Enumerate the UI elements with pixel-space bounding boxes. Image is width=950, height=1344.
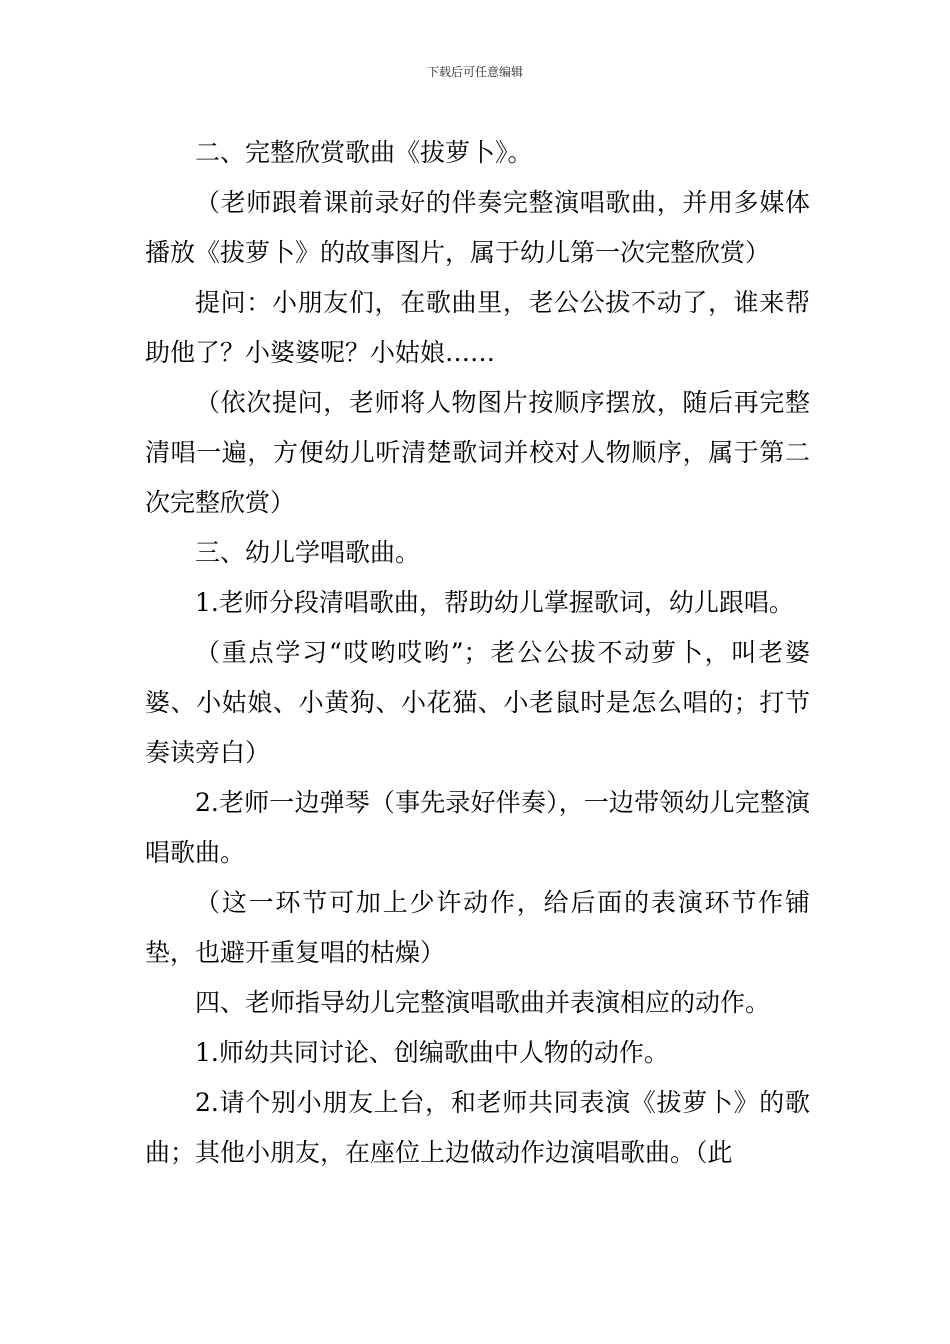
paragraph-focus-note: （重点学习“哎哟哎哟”；老公公拔不动萝卜，叫老婆婆、小姑娘、小黄狗、小花猫、小老鼠时是怎么唱的；打节奏读旁白）: [145, 638, 810, 767]
paragraph-movement-note: （这一环节可加上少许动作，给后面的表演环节作铺垫，也避开重复唱的枯燥）: [145, 888, 810, 967]
document-body: [145, 128, 810, 1178]
section-heading-3: 三、幼儿学唱歌曲。: [195, 538, 421, 567]
paragraph-teacher-performance-note: （老师跟着课前录好的伴奏完整演唱歌曲，并用多媒体播放《拔萝卜》的故事图片，属于幼儿第一次完整欣赏）: [145, 188, 810, 267]
page-header: 下载后可任意编辑: [426, 65, 523, 79]
paragraph-picture-order-note: （依次提问，老师将人物图片按顺序摆放，随后再完整清唱一遍，方便幼儿听清楚歌词并校对人物顺序，属于第二次完整欣赏）: [145, 388, 810, 517]
list-item-3-2: 2.老师一边弹琴（事先录好伴奏），一边带领幼儿完整演唱歌曲。: [145, 788, 810, 867]
section-heading-2: 二、完整欣赏歌曲《拔萝卜》。: [195, 138, 533, 167]
list-item-4-1: 1.师幼共同讨论、创编歌曲中人物的动作。: [195, 1038, 669, 1067]
list-item-3-1: 1.老师分段清唱歌曲，帮助幼儿掌握歌词，幼儿跟唱。: [195, 588, 794, 617]
section-heading-4: 四、老师指导幼儿完整演唱歌曲并表演相应的动作。: [195, 988, 771, 1017]
list-item-4-2: 2.请个别小朋友上台，和老师共同表演《拔萝卜》的歌曲；其他小朋友，在座位上边做动作边演唱歌曲。（此: [145, 1088, 810, 1167]
paragraph-question: 提问：小朋友们，在歌曲里，老公公拔不动了，谁来帮助他了？小婆婆呢？小姑娘……: [145, 288, 810, 367]
